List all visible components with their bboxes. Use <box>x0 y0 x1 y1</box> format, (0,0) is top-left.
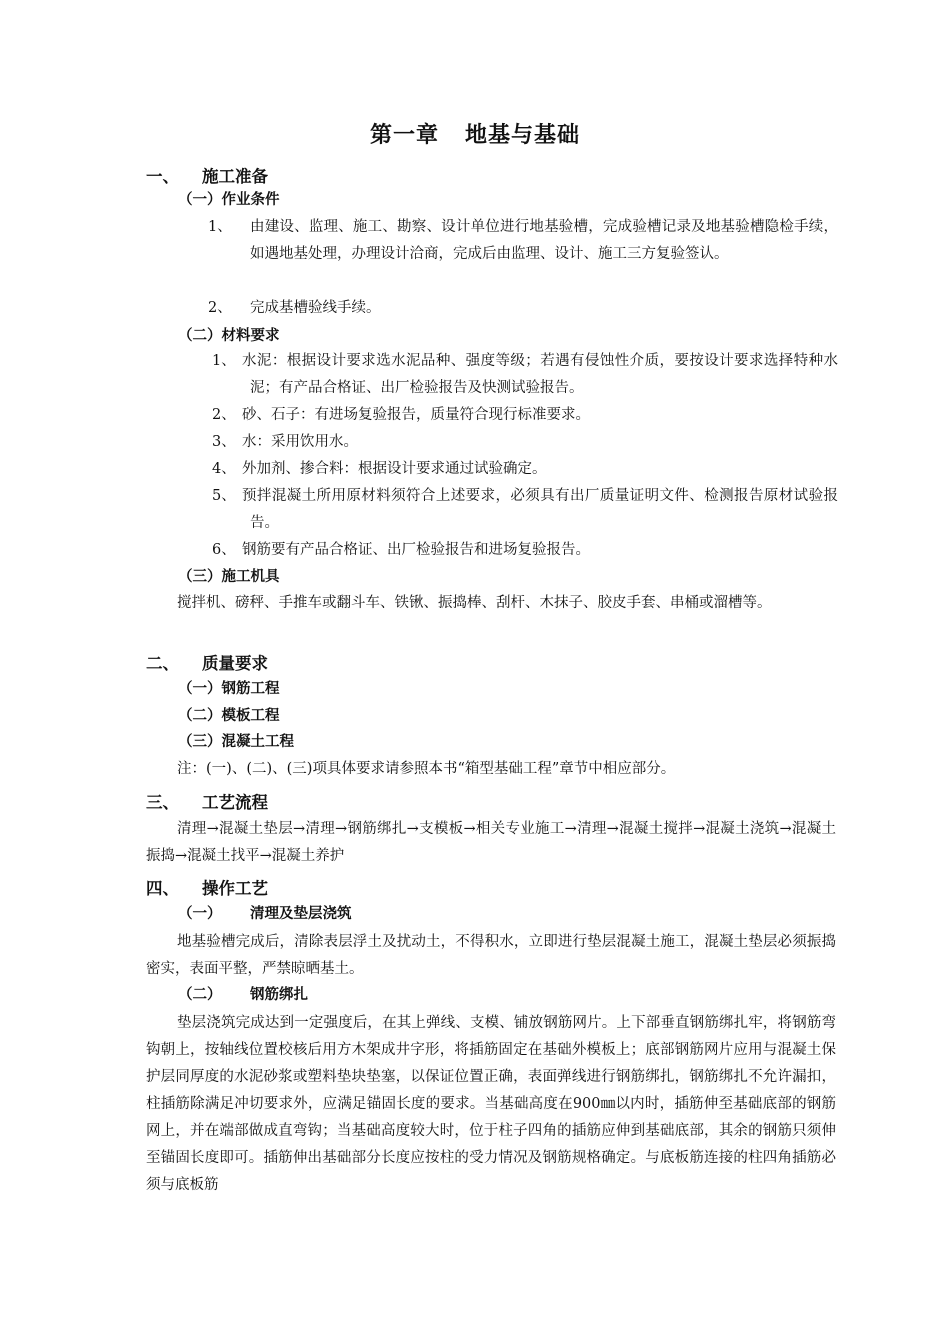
subsection-concrete: （三）混凝土工程 <box>178 734 294 750</box>
list-item: 2、 砂、石子：有进场复验报告，质量符合现行标准要求。 <box>212 407 590 423</box>
rebar-binding-paragraph: 垫层浇筑完成达到一定强度后，在其上弹线、支模、铺放钢筋网片。上下部垂直钢筋绑扎牢，将钢筋弯钩朝上，按轴线位置校核后用方木架成井字形，将插筋固定在基础外模板上；底部钢筋网片应用与混凝土保护层同厚度的水泥砂浆或塑料垫块垫塞，以保证位置正确，表面弹线进行钢筋绑扎，钢筋绑扎不允许漏扣，柱插筋除满足冲切要求外，应满足锚固长度的要求。当基础高度在900㎜以内时，插筋伸至基础底部的钢筋网上，并在端部做成直弯钩；当基础高度较大时，位于柱子四角的插筋应伸到基础底部，其余的钢筋只须伸至锚固长度即可。插筋伸出基础部分长度应按柱的受力情况及钢筋规格确定。与底板筋连接的柱四角插筋必须与底板筋 <box>146 1015 837 1193</box>
subsection-rebar: （一）钢筋工程 <box>178 681 280 697</box>
subsection-cleaning-cushion: （一） 清理及垫层浇筑 <box>178 906 352 922</box>
list-item: 2、 完成基槽验线手续。 <box>208 300 381 316</box>
section-1-heading: 一、 施工准备 <box>146 167 268 186</box>
tools-paragraph: 搅拌机、磅秤、手推车或翻斗车、铁锹、振捣棒、刮杆、木抹子、胶皮手套、串桶或溜槽等。 <box>177 595 772 611</box>
section-4-heading: 四、 操作工艺 <box>146 879 268 898</box>
list-item: 1、 由建设、监理、施工、勘察、设计单位进行地基验槽，完成验槽记录及地基验槽隐检手续，如遇地基处理，办理设计洽商，完成后由监理、设计、施工三方复验签认。 <box>208 219 838 262</box>
list-item: 6、 钢筋要有产品合格证、出厂检验报告和进场复验报告。 <box>212 542 590 558</box>
process-flow-paragraph: 清理→混凝土垫层→清理→钢筋绑扎→支模板→相关专业施工→清理→混凝土搅拌→混凝土浇筑→混凝土振捣→混凝土找平→混凝土养护 <box>146 821 836 864</box>
subsection-formwork: （二）模板工程 <box>178 708 280 724</box>
section-3-heading: 三、 工艺流程 <box>146 793 268 812</box>
chapter-title <box>0 120 950 152</box>
chapter-name: 地基与基础 <box>465 123 581 148</box>
subsection-tools: （三）施工机具 <box>178 569 280 585</box>
list-item: 4、 外加剂、掺合料：根据设计要求通过试验确定。 <box>212 461 547 477</box>
subsection-rebar-binding: （二） 钢筋绑扎 <box>178 987 308 1003</box>
cleaning-paragraph: 地基验槽完成后，清除表层浮土及扰动土，不得积水，立即进行垫层混凝土施工，混凝土垫层必须振捣密实，表面平整，严禁晾晒基土。 <box>146 934 836 977</box>
list-item: 5、 预拌混凝土所用原材料须符合上述要求，必须具有出厂质量证明文件、检测报告原材试验报告。 <box>212 488 838 531</box>
section-2-heading: 二、 质量要求 <box>146 654 268 673</box>
subsection-material-requirements: （二）材料要求 <box>178 328 280 344</box>
quality-note: 注：(一)、(二)、(三)项具体要求请参照本书“箱型基础工程”章节中相应部分。 <box>177 761 676 777</box>
list-item: 3、 水：采用饮用水。 <box>212 434 358 450</box>
subsection-work-conditions: （一）作业条件 <box>178 192 280 208</box>
list-item: 1、 水泥：根据设计要求选水泥品种、强度等级；若遇有侵蚀性介质，要按设计要求选择特种水泥；有产品合格证、出厂检验报告及快测试验报告。 <box>212 353 838 396</box>
chapter-label: 第一章 <box>369 123 439 148</box>
